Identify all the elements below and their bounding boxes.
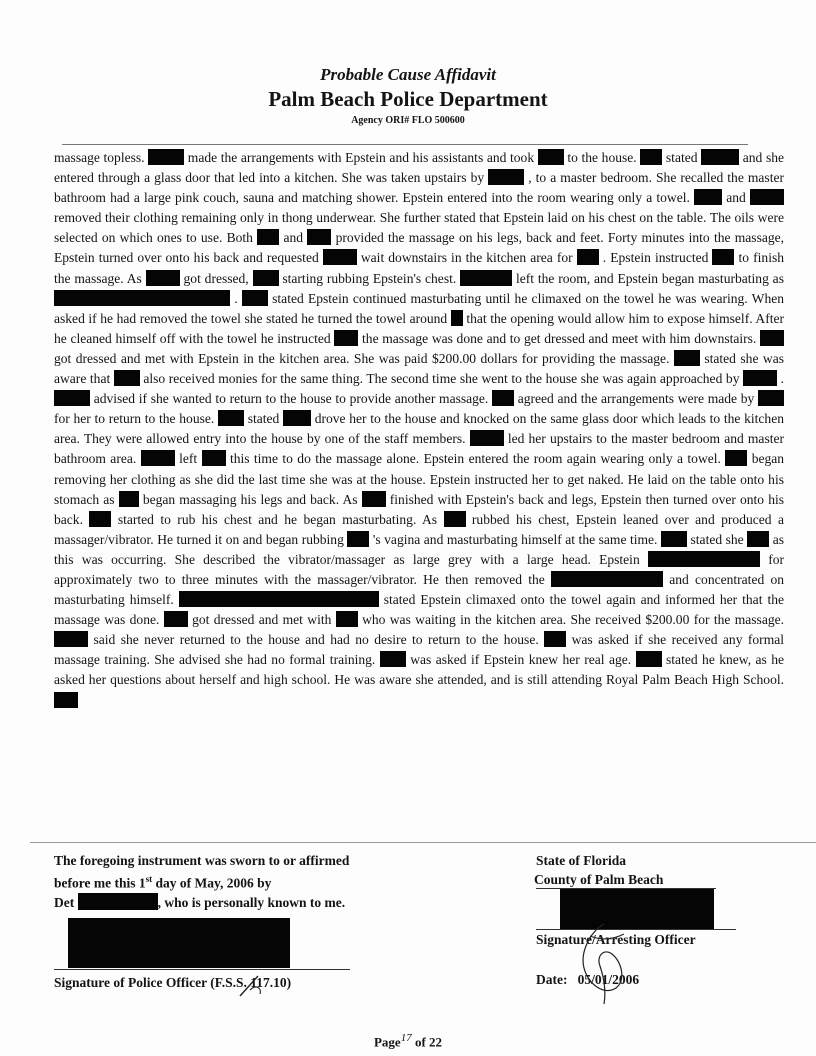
date-label: Date:: [536, 972, 568, 987]
body-text-segment: finished with Epstein's back and legs, Epstein then turned over onto his back.: [54, 491, 785, 527]
redaction-block: [307, 229, 331, 245]
redaction-block: [283, 410, 311, 426]
body-text-segment: left: [179, 451, 198, 467]
body-text-segment: stated she was aware that: [54, 350, 784, 387]
redaction-block: [725, 450, 747, 466]
redaction-block: [119, 491, 139, 507]
body-text-segment: wait downstairs in the kitchen area for: [360, 250, 573, 266]
body-text-segment: started to rub his chest and he began masturbating. As: [117, 511, 438, 527]
body-text-segment: to the house.: [567, 150, 637, 165]
redaction-block: [747, 531, 769, 547]
body-text-segment: led her upstairs to the master bedroom and master bathroom area.: [54, 431, 785, 467]
redaction-block: [551, 571, 663, 587]
body-text-segment: stated he knew, as he asked her questions about herself and high school. He was aware she attended, and is still attending Royal Palm Beach High School.: [54, 652, 785, 688]
page-footer: [0, 1032, 816, 1050]
document-title: Probable Cause Affidavit: [320, 65, 496, 84]
body-text-segment: starting rubbing Epstein's chest.: [282, 270, 457, 286]
redaction-block: [460, 270, 512, 286]
arresting-signature-label: Signature/Arresting Officer: [536, 932, 696, 947]
body-text-segment: began removing her clothing as she did the last time she was at the house. Epstein instructed her to get naked. He laid on the table onto his stomach as: [54, 451, 785, 507]
body-text-segment: who was waiting in the kitchen area. She received $200.00 for the massage.: [362, 612, 785, 628]
redaction-block: [253, 270, 279, 286]
body-text-segment: . Epstein instructed: [602, 250, 709, 266]
redaction-block: [488, 169, 524, 185]
redaction-block: [758, 390, 784, 406]
redaction-block: [146, 270, 180, 286]
redaction-block: [336, 611, 358, 627]
redaction-block: [362, 491, 386, 507]
body-text-segment: 's vagina and masturbating himself at the same time.: [372, 531, 658, 547]
redaction-block: [712, 249, 734, 265]
body-text-segment: and concentrated on masturbating himself.: [54, 571, 784, 608]
body-text-segment: said she never returned to the house and had no desire to return to the house.: [93, 632, 539, 648]
sworn-line-3: [54, 893, 474, 912]
county-name: County of Palm Beach: [534, 872, 664, 887]
redaction-block: [148, 149, 184, 165]
body-text-segment: got dressed and met with Epstein in the kitchen area. She was paid $200.00 dollars for providing the massage.: [54, 350, 670, 366]
personally-known-text: , who is personally known to me.: [157, 894, 346, 910]
redaction-block: [380, 651, 406, 667]
redaction-block: [640, 149, 662, 165]
body-text-segment: the massage was done and to get dressed and meet with him downstairs.: [362, 330, 757, 346]
police-signature-line: [54, 969, 350, 970]
redaction-block: [674, 350, 700, 366]
body-text-segment: to finish the massage. As: [54, 250, 785, 286]
handwritten-initial-mark: [560, 918, 650, 1008]
page-label: Page: [373, 1034, 401, 1050]
page-number: 17: [400, 1032, 412, 1044]
redaction-block: [202, 450, 226, 466]
body-text-segment: and: [283, 230, 304, 246]
agency-ori: Agency ORI# FLO 500600: [351, 115, 465, 126]
document-header: [0, 64, 816, 128]
redaction-block: [701, 149, 739, 165]
body-text-segment: began massaging his legs and back. As: [142, 491, 358, 507]
redaction-block: [750, 189, 784, 205]
state-county-block: [536, 851, 786, 889]
body-text-segment: this time to do the massage alone. Epstein entered the room again wearing only a towel.: [229, 451, 721, 467]
body-text-segment: stated Epstein climaxed onto the towel again and informed her that the massage was done.: [54, 592, 784, 628]
body-text-segment: stated: [247, 411, 280, 427]
redaction-block: [760, 330, 784, 346]
body-text-segment: for her to return to the house.: [54, 411, 215, 427]
body-text-segment: and she entered through a glass door that led into a kitchen. She was taken upstairs by: [54, 150, 785, 186]
redaction-block: [242, 290, 268, 306]
body-text-segment: .: [234, 290, 238, 306]
body-text-segment: made the arrangements with Epstein and his assistants and took: [187, 150, 535, 165]
state-name: State of Florida: [536, 853, 626, 868]
body-text-segment: provided the massage on his legs, back and feet. Forty minutes into the massage, Epstein turned over onto his back and requested: [54, 230, 785, 266]
redaction-block: [538, 149, 564, 165]
redaction-block: [544, 631, 566, 647]
sworn-date-rest: day of May, 2006 by: [152, 875, 272, 891]
body-text-segment: rubbed his chest, Epstein leaned over and produced a massager/vibrator. He turned it on and began rubbing: [54, 511, 784, 547]
redaction-block: [141, 450, 175, 466]
redaction-block: [334, 330, 358, 346]
redaction-block: [54, 692, 78, 708]
body-text-segment: that the opening would allow him to expose himself. After he cleaned himself off with the towel he instructed: [54, 310, 784, 346]
body-text-segment: was asked if she received any formal massage training. She advised she had no formal training.: [54, 632, 785, 668]
redaction-block: [492, 390, 514, 406]
redaction-block: [114, 370, 140, 386]
detective-prefix: Det: [54, 894, 75, 910]
redaction-block: [218, 410, 244, 426]
page-total: of 22: [414, 1034, 443, 1050]
redaction-block: [743, 370, 777, 386]
body-text-segment: got dressed and met with: [192, 612, 332, 628]
redaction-block: [78, 893, 158, 910]
redaction-block: [54, 290, 230, 306]
redaction-block: [648, 551, 760, 567]
header-rule: [62, 144, 748, 145]
body-text-segment: .: [780, 371, 785, 387]
police-officer-signature-redaction: [68, 918, 290, 968]
sworn-line-2: [54, 870, 474, 893]
department-name: Palm Beach Police Department: [268, 87, 548, 111]
redaction-block: [661, 531, 687, 547]
redaction-block: [347, 531, 369, 547]
body-text-segment: stated Epstein continued masturbating until he climaxed on the towel he was wearing. When asked if he had removed the towel she stated he turned the towel around: [54, 290, 785, 326]
sworn-date-text: before me this 1: [54, 875, 146, 891]
date-value: 05/01/2006: [577, 972, 640, 987]
body-text-segment: agreed and the arrangements were made by: [517, 391, 755, 407]
redaction-block: [636, 651, 662, 667]
affidavit-body: [54, 148, 784, 711]
redaction-block: [470, 430, 504, 446]
body-text-segment: drove her to the house and knocked on the same glass door which leads to the kitchen area. They were allowed entry into the house by one of the staff members.: [54, 411, 784, 447]
body-text-segment: advised if she wanted to return to the house to provide another massage.: [93, 391, 489, 407]
body-text-segment: as this was occurring. She described the vibrator/massager as large grey with a large head. Epstein: [54, 531, 785, 567]
redaction-block: [54, 631, 88, 647]
handwritten-slash-mark: [236, 970, 276, 1000]
body-text-segment: was asked if Epstein knew her real age.: [410, 652, 632, 668]
redaction-block: [444, 511, 466, 527]
body-text-segment: , to a master bedroom. She recalled the master bathroom had a large pink couch, sauna and matching shower. Epstein entered into the room wearing only a towel.: [54, 170, 784, 206]
sworn-line-1: The foregoing instrument was sworn to or affirmed: [54, 853, 350, 868]
body-text-segment: got dressed,: [183, 270, 249, 286]
body-text-segment: left the room, and Epstein began masturbating as: [515, 270, 784, 286]
redaction-block: [577, 249, 599, 265]
ordinal-suffix: st: [145, 874, 153, 884]
redaction-block: [89, 511, 111, 527]
redaction-block: [54, 390, 90, 406]
signature-section-rule: [30, 842, 816, 843]
redaction-block: [451, 310, 463, 326]
body-text-segment: stated she: [690, 531, 744, 547]
body-text-segment: stated: [665, 150, 698, 165]
body-text-segment: and: [726, 190, 746, 206]
redaction-block: [164, 611, 188, 627]
sworn-statement: [54, 851, 474, 912]
redaction-block: [694, 189, 722, 205]
body-text-segment: massage topless.: [54, 150, 145, 165]
body-text-segment: removed their clothing remaining only in thong underwear. She further stated that Epstein laid on his chest on the table. The oils were selected on which ones to use. Both: [54, 210, 784, 246]
redaction-block: [257, 229, 279, 245]
body-text-segment: for approximately two to three minutes with the massager/vibrator. He then removed the: [54, 551, 784, 587]
police-signature-label: Signature of Police Officer (F.S.S. 117.10): [54, 975, 292, 990]
redaction-block: [323, 249, 357, 265]
body-text-segment: also received monies for the same thing. The second time she went to the house she was again approached by: [143, 371, 740, 387]
redaction-block: [179, 591, 379, 607]
